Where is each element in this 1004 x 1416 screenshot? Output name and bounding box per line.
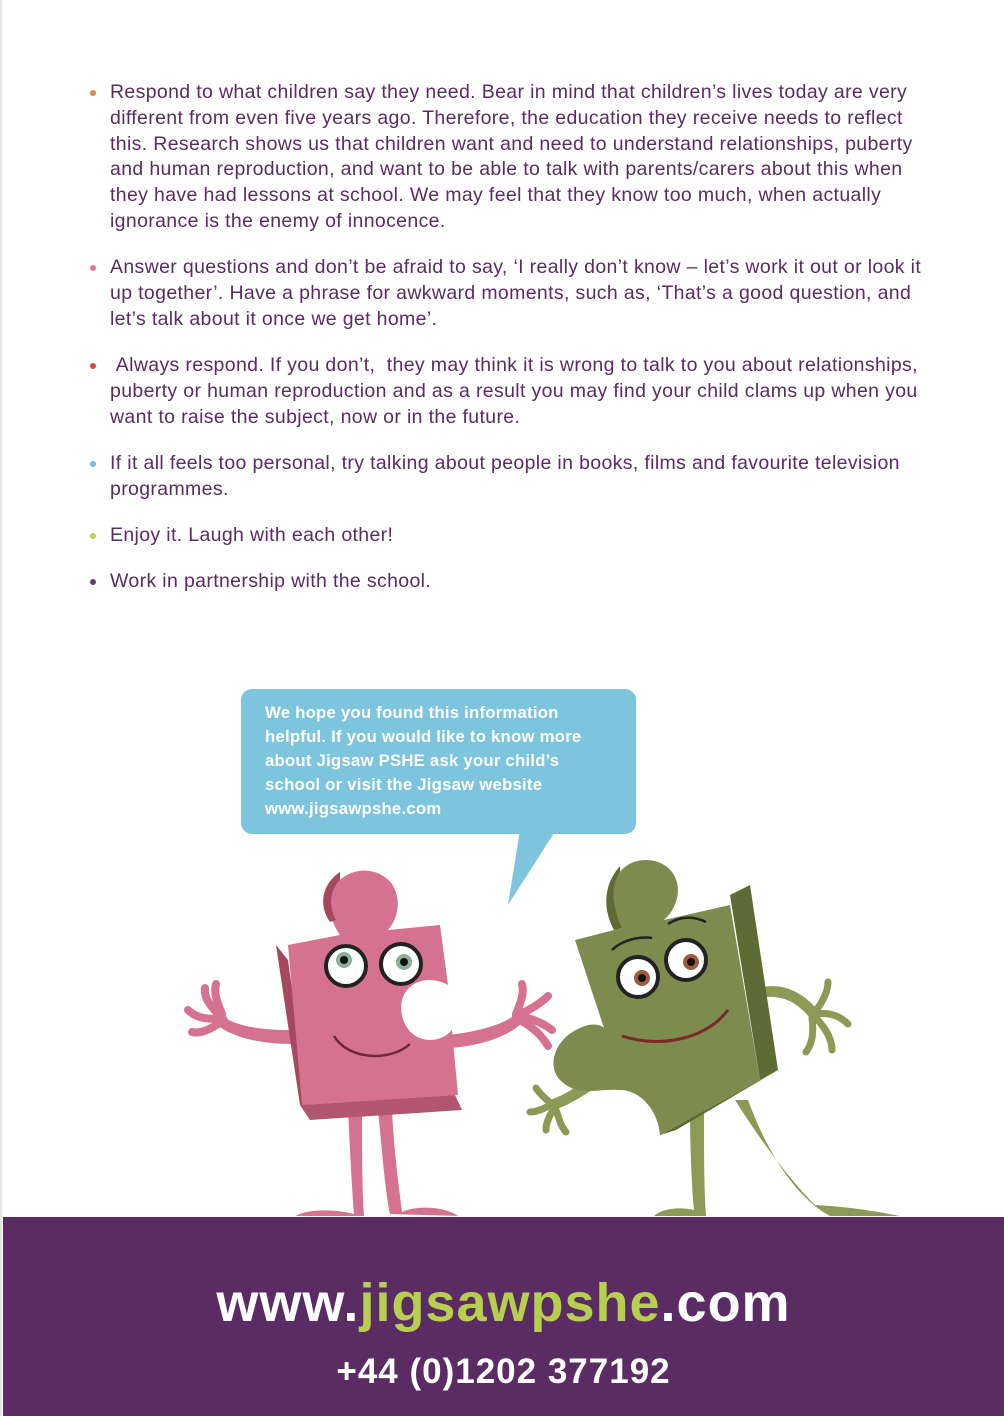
bubble-line: helpful. If you would like to know more: [265, 727, 582, 746]
bullet-text: Answer questions and don’t be afraid to say, ‘I really don’t know – let’s work it out or look it up together’. Have a phrase for awkward moments, such as, ‘That’s a good question, and let’s talk about it once we get home’.: [110, 256, 922, 330]
bullet-text: If it all feels too personal, try talking about people in books, films and favourite television programmes.: [110, 452, 900, 500]
bubble-line: We hope you found this information: [265, 703, 559, 722]
green-jigsaw-character: [530, 860, 900, 1216]
url-prefix: www.: [216, 1273, 360, 1333]
bubble-line: about Jigsaw PSHE ask your child’s: [265, 751, 560, 770]
phone-number: +44 (0)1202 377192: [336, 1352, 671, 1391]
bubble-line: www.jigsawpshe.com: [265, 799, 442, 818]
url-brand: jigsawpshe: [359, 1273, 661, 1333]
footer-banner: [3, 1217, 1004, 1416]
url-suffix: .com: [660, 1273, 791, 1333]
bullet-text: Respond to what children say they need. Bear in mind that children’s lives today are very different from even five years ago. Therefore, the education they receive needs to reflect this. Research shows us that children want and need to understand relationships, puberty and human reproduction, and want to be able to talk with parents/carers about this when they have had lessons at school. We may feel that they know too much, when actually ignorance is the enemy of innocence.: [110, 81, 913, 232]
bullet-text: Always respond. If you don’t, they may think it is wrong to talk to you about relationships, puberty or human reproduction and as a result you may find your child clams up when you want to raise the subject, now or in the future.: [110, 354, 924, 428]
pink-jigsaw-character: [188, 871, 552, 1216]
bullet-text: Work in partnership with the school.: [110, 570, 432, 593]
website-url[interactable]: [3, 1273, 1004, 1333]
bubble-line: school or visit the Jigsaw website: [265, 775, 543, 794]
bullet-text: Enjoy it. Laugh with each other!: [110, 524, 394, 547]
